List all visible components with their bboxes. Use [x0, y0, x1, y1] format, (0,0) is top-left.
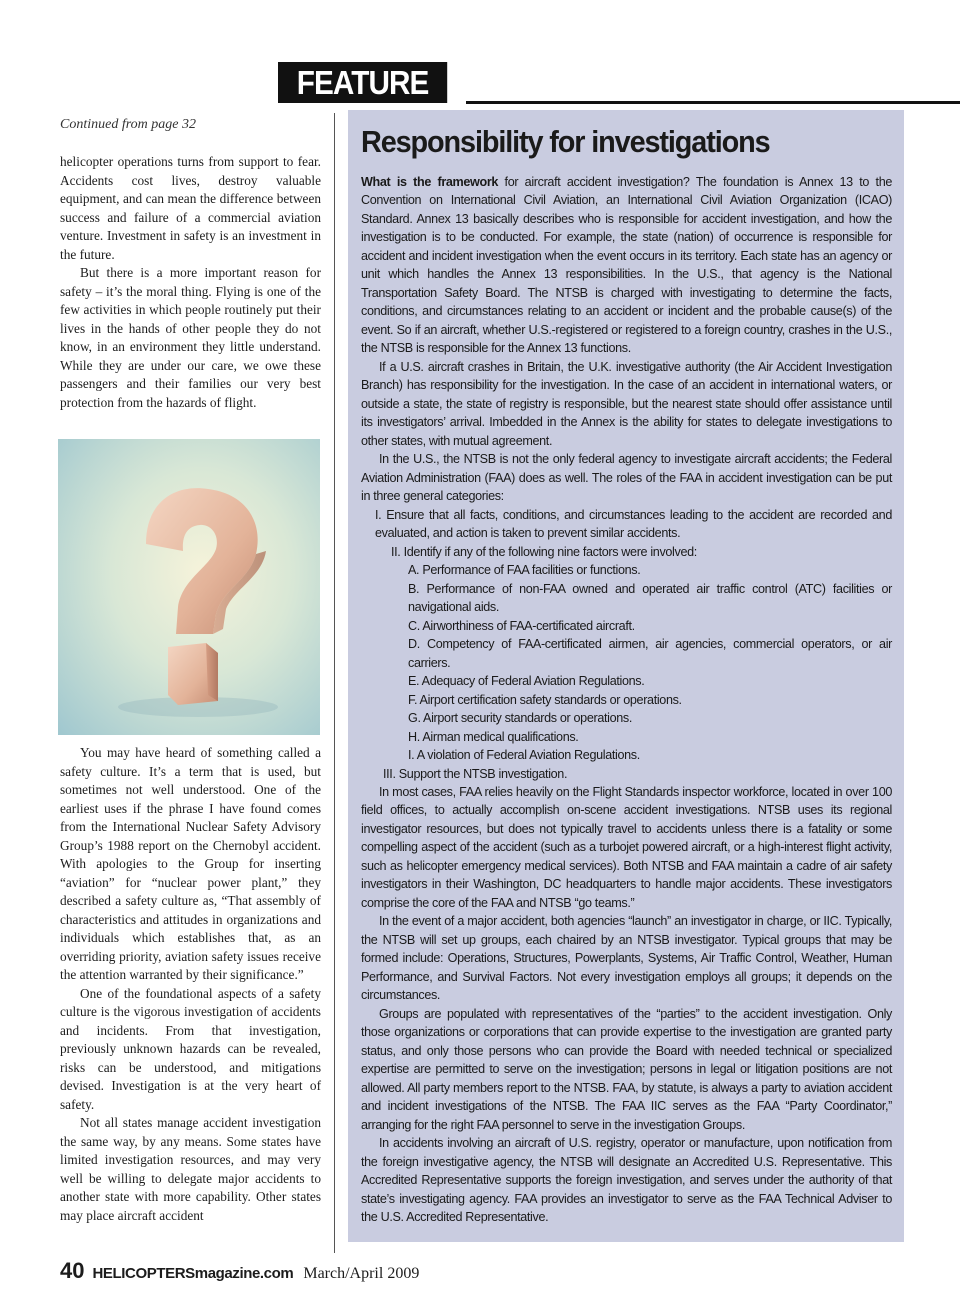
column-divider — [334, 113, 335, 1253]
body-paragraph: helicopter operations turns from support to fear. Accidents cost lives, destroy valuable equipment, and can mean the difference between success and failure of a commercial aviation venture. Investment in safety is an investment in the future. — [60, 154, 321, 262]
list-item: C. Airworthiness of FAA-certificated aircraft. — [408, 618, 635, 633]
list-item: E. Adequacy of Federal Aviation Regulations. — [408, 674, 645, 689]
left-column-bottom — [60, 744, 321, 1225]
sidebar-title: Responsibility for investigations — [361, 124, 770, 159]
site-name: HELICOPTERSmagazine.com — [92, 1265, 294, 1282]
sidebar-paragraph: In the U.S., the NTSB is not the only federal agency to investigate aircraft accidents; the Federal Aviation Administration (FAA) does as well. The roles of the FAA in accident investigation can be put in three general categories: — [361, 452, 892, 504]
sidebar-paragraph: If a U.S. aircraft crashes in Britain, the U.K. investigative authority (the Air Accident Investigation Branch) has responsibility for the investigation. In the case of an accident in international waters, or outside a state, the state of registry is responsible, but the nearest state should offer assistance until its investigators’ arrival. Imbedded in the Annex is the ability for states to delegate investigations to other states, with mutual agreement. — [361, 359, 892, 448]
list-item: H. Airman medical qualifications. — [408, 729, 579, 744]
sidebar-paragraph: In the event of a major accident, both agencies “launch” an investigator in charge, or IIC. Typically, the NTSB will set up groups, each chaired by an NTSB investigator. Typical groups that may be formed include: Operations, Structures, Powerplants, Systems, Air Traffic Control, Weather, Human Performance, and Survival Factors. Not every investigation employs all groups; it depends on the circumstances. — [361, 914, 892, 1003]
body-paragraph: Not all states manage accident investigation the same way, by any means. Some states have limited investigation resources, and may very well be willing to delegate major accidents to another state with more capability. Other states may place aircraft accident — [60, 1115, 321, 1223]
list-item: G. Airport security standards or operations. — [408, 711, 632, 726]
sidebar-paragraph: In most cases, FAA relies heavily on the Flight Standards inspector workforce, located in over 100 field offices, to actually accomplish on-scene accident investigations. NTSB uses its regional investigator resources, but does not typically travel to accidents unless there is a fatality or some compelling aspect of the accident (such as a turbojet powered aircraft, or a high-interest flight activity, such as helicopter emergency medical services). Both NTSB and FAA maintain a cadre of air safety investigators in their Washington, DC headquarters to handle major accidents. These investigators comprise the core of the FAA and NTSB “go teams.” — [361, 784, 892, 910]
sidebar-paragraph — [361, 173, 892, 358]
body-paragraph: You may have heard of something called a safety culture. It’s a term that is used, but sometimes not well understood. One of the earliest uses if the phrase I have found comes from the International Nuclear Safety Advisory Group’s 1988 report on the Chernobyl accident. With apologies to the Group for inserting “aviation” for “nuclear power plant,” they described a safety culture as, “That assembly of characteristics and attitudes in organizations and individuals which establishes that, as an overriding priority, aviation safety issues receive the attention warranted by their significance.” — [60, 745, 321, 982]
lead-rest: for aircraft accident investigation? The foundation is Annex 13 to the Convention on International Civil Aviation, an International Civil Aviation Organization (ICAO) Standard. Annex 13 basically describes who is responsible for accident investigation, and how the investigation is to be conducted. For example, the state (nation) of occurrence is responsible for accident and incident investigation when the event occurs in its territory. Each state has an agency or unit which handles the Annex 13 responsibilities. In the U.S., that agency is the National Transportation Safety Board. The NTSB is charged with investigating to determine the facts, conditions, and circumstances relating to an accident or incident and the probable cause(s) of the event. So if an aircraft, whether U.S.-registered or registered to a foreign country, crashes in the U.S., the NTSB is responsible for the Annex 13 functions. — [361, 175, 892, 356]
page-footer — [60, 1258, 419, 1288]
list-item: B. Performance of non-FAA owned and operated air traffic control (ATC) facilities or navigational aids. — [408, 581, 892, 615]
left-column-top — [60, 153, 321, 412]
list-item: I. Ensure that all facts, conditions, and circumstances leading to the accident are recorded and evaluated, and action is taken to prevent similar accidents. — [375, 507, 892, 541]
list-item: III. Support the NTSB investigation. — [383, 766, 568, 781]
list-item: I. A violation of Federal Aviation Regulations. — [408, 748, 640, 763]
section-tag: FEATURE — [278, 62, 447, 103]
question-mark-image — [58, 439, 320, 735]
page-number: 40 — [60, 1258, 85, 1283]
continued-note: Continued from page 32 — [60, 117, 196, 132]
sidebar-box — [348, 110, 904, 1242]
sidebar-body — [361, 173, 892, 1227]
list-item: A. Performance of FAA facilities or functions. — [408, 563, 641, 578]
body-paragraph: But there is a more important reason for safety – it’s the moral thing. Flying is one of the few activities in which people routinely put their lives in the hands of other people they do not know, in an environment they little understand. While they are under our care, we owe these passengers and their families our very best protection from the hazards of flight. — [60, 265, 321, 410]
list-item: F. Airport certification safety standards or operations. — [408, 692, 682, 707]
header-rule — [466, 101, 960, 104]
list-item: D. Competency of FAA-certificated airmen, air agencies, commercial operators, or air carriers. — [408, 637, 892, 670]
sidebar-paragraph: In accidents involving an aircraft of U.S. registry, operator or manufacture, upon notification from the foreign investigative agency, the NTSB will designate an Accredited U.S. Representative. This Accredited Representative supports the foreign investigation, and serves under the authority of that state’s investigating agency. FAA provides an investigator to serve as the FAA Technical Adviser to the U.S. Accredited Representative. — [361, 1136, 892, 1225]
sidebar-paragraph: Groups are populated with representatives of the “parties” to the accident investigation. Only those organizations or corporations that can provide expertise to the investigation are granted party status, and only those persons who can provide the Board with needed technical or specialized expertise are permitted to serve on the investigation; persons in legal or litigation positions are not allowed. All party members report to the NTSB. FAA, by statute, is always a party to aviation accident and incident investigations of the NTSB. The FAA IIC serves as the FAA “Party Coordinator,” arranging for the right FAA personnel to serve in the investigation Groups. — [361, 1006, 892, 1132]
body-paragraph: One of the foundational aspects of a safety culture is the vigorous investigation of accidents and incidents. From that investigation, previously unknown hazards can be revealed, risks can be understood, and mitigations devised. Investigation is at the very heart of safety. — [60, 985, 321, 1112]
list-item: II. Identify if any of the following nine factors were involved: — [391, 544, 697, 559]
question-mark-icon — [58, 439, 320, 735]
lead-bold: What is the framework — [361, 175, 499, 189]
issue-date: March/April 2009 — [303, 1265, 420, 1282]
